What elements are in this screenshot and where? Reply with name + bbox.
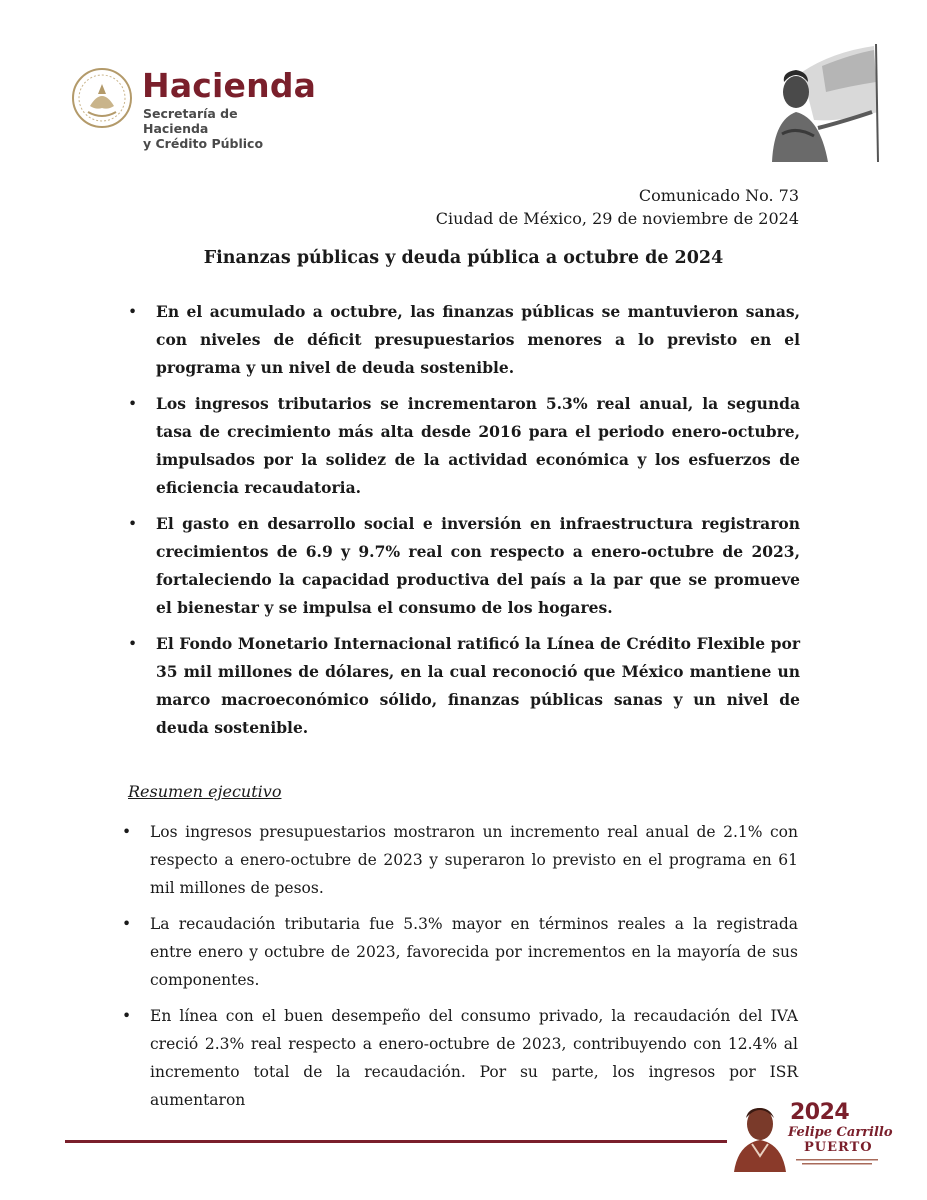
summary-item: • En línea con el buen desempeño del consumo privado, la recaudación del IVA creció 2.3% real respecto a enero-octubre de 2023, contribuyendo con 12.4% al incremento total de la recaudación. Por su parte, los ingresos por ISR aumentaron bbox=[122, 1002, 798, 1114]
brand-name: Hacienda bbox=[142, 66, 317, 105]
hacienda-logo bbox=[70, 62, 317, 151]
felipe-carrillo-puerto-logo bbox=[730, 1100, 893, 1172]
summary-list bbox=[122, 818, 798, 1122]
mexican-coat-of-arms-icon bbox=[70, 66, 134, 130]
footer-year: 2024 bbox=[790, 1100, 850, 1125]
document-title: Finanzas públicas y deuda pública a octubre de 2024 bbox=[203, 248, 724, 268]
brand-subtitle-line2: y Crédito Público bbox=[143, 136, 264, 151]
brand-subtitle-line1: Secretaría de Hacienda bbox=[143, 106, 238, 136]
place-date: Ciudad de México, 29 de noviembre de 2024 bbox=[435, 209, 799, 228]
highlight-item: • Los ingresos tributarios se incrementaron 5.3% real anual, la segunda tasa de crecimiento más alta desde 2016 para el periodo enero-octubre, impulsados por la solidez de la actividad económica y los esfuerzos de eficiencia recaudatoria. bbox=[128, 390, 800, 502]
flag-heroine-illustration bbox=[762, 42, 880, 164]
summary-item: • La recaudación tributaria fue 5.3% mayor en términos reales a la registrada entre enero y octubre de 2023, favorecida por incrementos en la mayoría de sus componentes. bbox=[122, 910, 798, 994]
highlights-list bbox=[128, 298, 800, 750]
footer-name-line1: Felipe Carrillo bbox=[788, 1125, 893, 1140]
press-release-meta bbox=[436, 184, 799, 230]
highlight-item: • El Fondo Monetario Internacional ratificó la Línea de Crédito Flexible por 35 mil millones de dólares, en la cual reconoció que México mantiene un marco macroeconómico sólido, finanzas públicas sanas y un nivel de deuda sostenible. bbox=[128, 630, 800, 742]
footer-name-line2: PUERTO bbox=[804, 1140, 873, 1155]
footer-small-print-icon bbox=[796, 1157, 878, 1167]
highlight-item: • El gasto en desarrollo social e inversión en infraestructura registraron crecimientos de 6.9 y 9.7% real con respecto a enero-octubre de 2023, fortaleciendo la capacidad productiva del país a la par que se promueve el bienestar y se impulsa el consumo de los hogares. bbox=[128, 510, 800, 622]
comunicado-number: Comunicado No. 73 bbox=[638, 186, 799, 205]
summary-item: • Los ingresos presupuestarios mostraron un incremento real anual de 2.1% con respecto a enero-octubre de 2023 y superaron lo previsto en el programa en 61 mil millones de pesos. bbox=[122, 818, 798, 902]
summary-heading: Resumen ejecutivo bbox=[128, 782, 282, 801]
highlight-item: • En el acumulado a octubre, las finanzas públicas se mantuvieron sanas, con niveles de déficit presupuestarios menores a lo previsto en el programa y un nivel de deuda sostenible. bbox=[128, 298, 800, 382]
brand-subtitle bbox=[143, 106, 300, 151]
footer-divider bbox=[65, 1140, 727, 1143]
portrait-icon bbox=[730, 1100, 788, 1172]
